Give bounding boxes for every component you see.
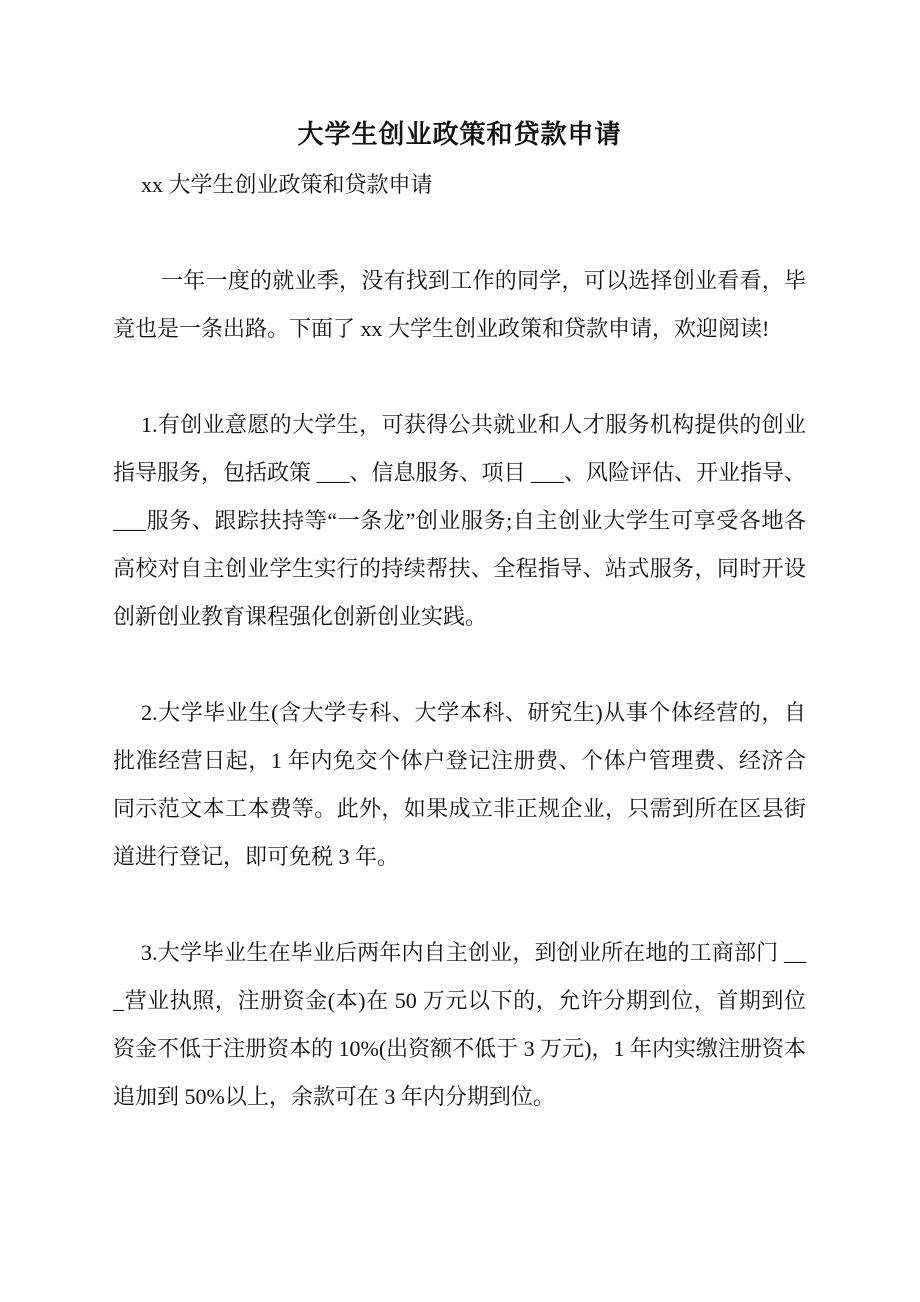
paragraph: 3.大学毕业生在毕业后两年内自主创业，到创业所在地的工商部门 ___营业执照，注册资金(本)在 50 万元以下的，允许分期到位，首期到位资金不低于注册资本的 10%(出资额不低于 3 万元)，1 年内实缴注册资本追加到 50%以上，余款可在 3 年内分期到位。 [113,940,806,1109]
document-body [113,161,806,1121]
paragraph: 1.有创业意愿的大学生，可获得公共就业和人才服务机构提供的创业指导服务，包括政策 ___、信息服务、项目 ___、风险评估、开业指导、 ___服务、跟踪扶持等“一条龙”创业服务;自主创业大学生可享受各地各高校对自主创业学生实行的持续帮扶、全程指导、站式服务，同时开设创新创业教育课程强化创新创业实践。 [113,412,807,629]
paragraph: xx 大学生创业政策和贷款申请 [141,172,433,197]
document-title: 大学生创业政策和贷款申请 [297,120,622,149]
paragraph: 一年一度的就业季，没有找到工作的同学，可以选择创业看看，毕竟也是一条出路。下面了 xx 大学生创业政策和贷款申请，欢迎阅读! [113,268,806,341]
paragraph: 2.大学毕业生(含大学专科、大学本科、研究生)从事个体经营的，自批准经营日起，1 年内免交个体户登记注册费、个体户管理费、经济合同示范文本工本费等。此外，如果成立非正规企业，只需到所在区县街道进行登记，即可免税 3 年。 [113,700,806,869]
